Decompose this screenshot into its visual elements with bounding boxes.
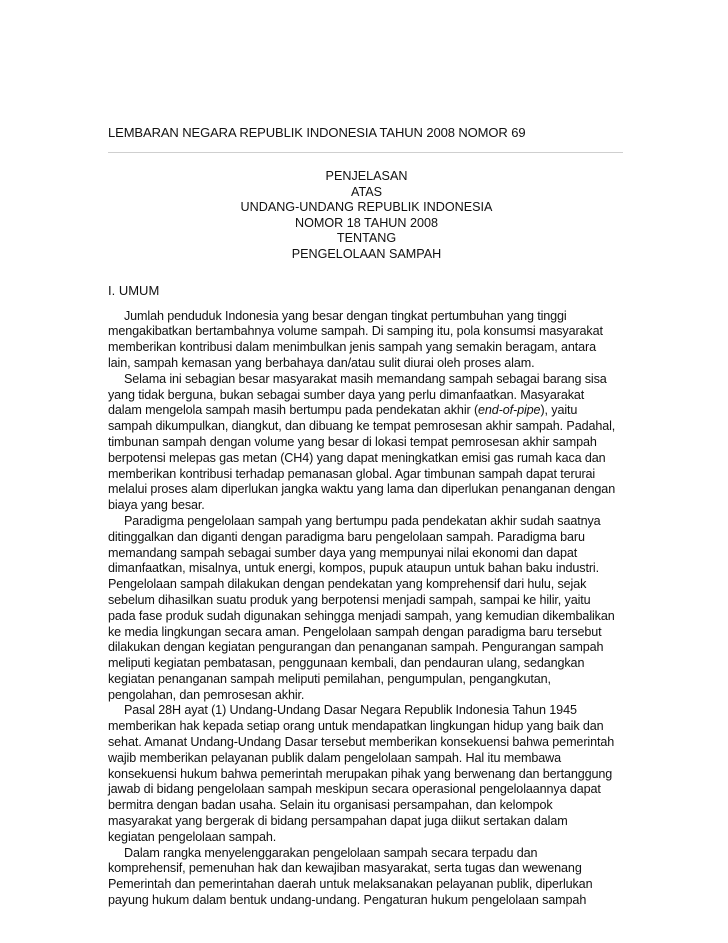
title-line: TENTANG bbox=[336, 231, 397, 246]
text-line: jawab di bidang pengelolaan sampah meskipun secara operasional pengelolaannya dapat bbox=[108, 782, 601, 797]
paragraph bbox=[108, 846, 623, 909]
text-line: ke media lingkungan secara aman. Pengelolaan sampah dengan paradigma baru tersebut bbox=[108, 624, 602, 639]
text-line: berpotensi melepas gas metan (CH4) yang dapat meningkatkan emisi gas rumah kaca dan bbox=[108, 450, 606, 465]
title-line: ATAS bbox=[350, 184, 383, 199]
text-line: memberikan kontribusi terhadap pemanasan global. Agar timbunan sampah dapat terurai bbox=[108, 466, 596, 481]
paragraph bbox=[108, 372, 623, 514]
text-segment: dalam mengelola sampah masih bertumpu pada pendekatan akhir ( bbox=[108, 403, 479, 418]
text-line: kegiatan penanganan sampah meliputi pemilahan, pengumpulan, pengangkutan, bbox=[108, 671, 551, 686]
text-line: yang tidak berguna, bukan sebagai sumber daya yang perlu dimanfaatkan. Masyarakat bbox=[108, 387, 585, 402]
text-line: memberikan kontribusi dalam menimbulkan jenis sampah yang semakin beragam, antara bbox=[108, 340, 596, 355]
text-line: pada fase produk sudah digunakan sehingga menjadi sampah, yang kemudian dikembalikan bbox=[108, 608, 615, 623]
text-line: melalui proses alam diperlukan jangka waktu yang lama dan diperlukan penanganan dengan bbox=[108, 482, 616, 497]
text-line: Selama ini sebagian besar masyarakat masih memandang sampah sebagai barang sisa bbox=[124, 371, 607, 386]
title-line: UNDANG-UNDANG REPUBLIK INDONESIA bbox=[240, 200, 493, 215]
text-line: komprehensif, pemenuhan hak dan kewajiban masyarakat, serta tugas dan wewenang bbox=[108, 861, 582, 876]
text-line: kegiatan pengelolaan sampah. bbox=[108, 829, 277, 844]
section-heading: I. UMUM bbox=[108, 282, 160, 298]
text-line: masyarakat yang bergerak di bidang persampahan dapat juga diikut sertakan dalam bbox=[108, 814, 568, 829]
text-line: biaya yang besar. bbox=[108, 498, 205, 513]
text-line: Dalam rangka menyelenggarakan pengelolaan sampah secara terpadu dan bbox=[124, 845, 538, 860]
text-line: dimanfaatkan, misalnya, untuk energi, kompos, pupuk ataupun untuk bahan baku industri. bbox=[108, 561, 599, 576]
text-line: timbunan sampah dengan volume yang besar di lokasi tempat pemrosesan akhir sampah bbox=[108, 434, 597, 449]
text-line: sehat. Amanat Undang-Undang Dasar tersebut memberikan konsekuensi bahwa pemerintah bbox=[108, 735, 615, 750]
text-line: meliputi kegiatan pembatasan, penggunaan kembali, dan pendauran ulang, sedangkan bbox=[108, 656, 585, 671]
paragraph bbox=[108, 703, 623, 845]
text-line: memandang sampah sebagai sumber daya yang mempunyai nilai ekonomi dan dapat bbox=[108, 545, 578, 560]
text-line: wajib memberikan pelayanan publik dalam pengelolaan sampah. Hal itu membawa bbox=[108, 750, 562, 765]
text-line: Pasal 28H ayat (1) Undang-Undang Dasar Negara Republik Indonesia Tahun 1945 bbox=[124, 703, 577, 718]
text-line: memberikan hak kepada setiap orang untuk mendapatkan lingkungan hidup yang baik dan bbox=[108, 719, 604, 734]
text-line: sampah dikumpulkan, diangkut, dan dibuang ke tempat pemrosesan akhir sampah. Padahal, bbox=[108, 419, 616, 434]
text-line: Pemerintah dan pemerintahan daerah untuk melaksanakan pelayanan publik, diperlukan bbox=[108, 877, 593, 892]
document-page bbox=[108, 124, 623, 909]
text-line bbox=[108, 403, 623, 419]
title-block bbox=[108, 169, 623, 263]
text-line: Paradigma pengelolaan sampah yang bertumpu pada pendekatan akhir sudah saatnya bbox=[124, 513, 601, 528]
title-line: PENGELOLAAN SAMPAH bbox=[291, 246, 442, 261]
text-line: Pengelolaan sampah dilakukan dengan pendekatan yang komprehensif dari hulu, sejak bbox=[108, 577, 587, 592]
text-line: bermitra dengan badan usaha. Selain itu organisasi persampahan, dan kelompok bbox=[108, 798, 553, 813]
text-line: ditinggalkan dan diganti dengan paradigma baru pengelolaan sampah. Paradigma baru bbox=[108, 529, 585, 544]
text-segment: ), yaitu bbox=[540, 403, 578, 418]
title-line: PENJELASAN bbox=[325, 169, 408, 183]
text-line: konsekuensi hukum bahwa pemerintah merupakan pihak yang berwenang dan bertanggung bbox=[108, 766, 613, 781]
header-divider bbox=[108, 152, 623, 153]
text-line: lain, sampah kemasan yang berbahaya dan/atau sulit diurai oleh proses alam. bbox=[108, 355, 535, 370]
text-line: Jumlah penduduk Indonesia yang besar dengan tingkat pertumbuhan yang tinggi bbox=[124, 308, 567, 323]
text-line: mengakibatkan bertambahnya volume sampah. Di samping itu, pola konsumsi masyarakat bbox=[108, 324, 603, 339]
text-line: dilakukan dengan kegiatan pengurangan dan penanganan sampah. Pengurangan sampah bbox=[108, 640, 604, 655]
italic-term: end-of-pipe bbox=[478, 403, 541, 418]
paragraph bbox=[108, 514, 623, 704]
gazette-header: LEMBARAN NEGARA REPUBLIK INDONESIA TAHUN 2008 NOMOR 69 bbox=[108, 125, 526, 140]
text-line: payung hukum dalam bentuk undang-undang. Pengaturan hukum pengelolaan sampah bbox=[108, 893, 587, 908]
body-text bbox=[108, 309, 623, 909]
title-line: NOMOR 18 TAHUN 2008 bbox=[294, 215, 438, 230]
text-line: pengolahan, dan pemrosesan akhir. bbox=[108, 687, 305, 702]
paragraph bbox=[108, 309, 623, 372]
text-line: sebelum dihasilkan suatu produk yang berpotensi menjadi sampah, sampai ke hilir, yaitu bbox=[108, 592, 591, 607]
